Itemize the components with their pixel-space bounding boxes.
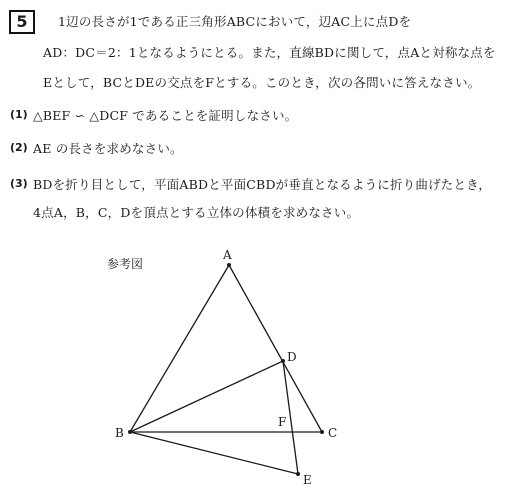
question-2-text: AE の長さを求めなさい。: [33, 141, 183, 156]
question-3-text-line-2: 4点A，B，C，Dを頂点とする立体の体積を求めなさい。: [33, 205, 360, 220]
label-d: D: [287, 350, 297, 364]
point-b: [128, 430, 132, 434]
label-c: C: [328, 426, 338, 440]
intro-line-1: 1辺の長さが1である正三角形ABCにおいて，辺AC上に点Dを: [58, 14, 412, 29]
problem-number: 5: [9, 10, 35, 34]
segment-ab: [130, 265, 229, 432]
segment-be: [130, 432, 298, 474]
label-a: A: [223, 248, 232, 262]
question-3-label: (3): [10, 177, 28, 190]
question-3-text-line-1: BDを折り目として，平面ABDと平面CBDが垂直となるように折り曲げたとき，: [33, 177, 492, 192]
point-c: [320, 430, 324, 434]
label-e: E: [303, 473, 312, 487]
point-e: [296, 472, 300, 476]
label-f: F: [278, 415, 287, 429]
point-a: [227, 263, 231, 267]
question-1-label: (1): [10, 108, 28, 121]
point-d: [281, 359, 285, 363]
question-2-label: (2): [10, 141, 28, 154]
intro-line-2: AD：DC＝2：1となるようにとる。また，直線BDに関して，点Aと対称な点を: [43, 45, 496, 60]
segment-ac: [229, 265, 322, 432]
question-1-text: △BEF ∽ △DCF であることを証明しなさい。: [33, 108, 298, 123]
label-b: B: [115, 426, 124, 440]
intro-line-3: Eとして，BCとDEの交点をFとする。このとき，次の各問いに答えなさい。: [43, 75, 481, 90]
figure-caption: 参考図: [107, 257, 144, 271]
segment-bd: [130, 361, 283, 432]
